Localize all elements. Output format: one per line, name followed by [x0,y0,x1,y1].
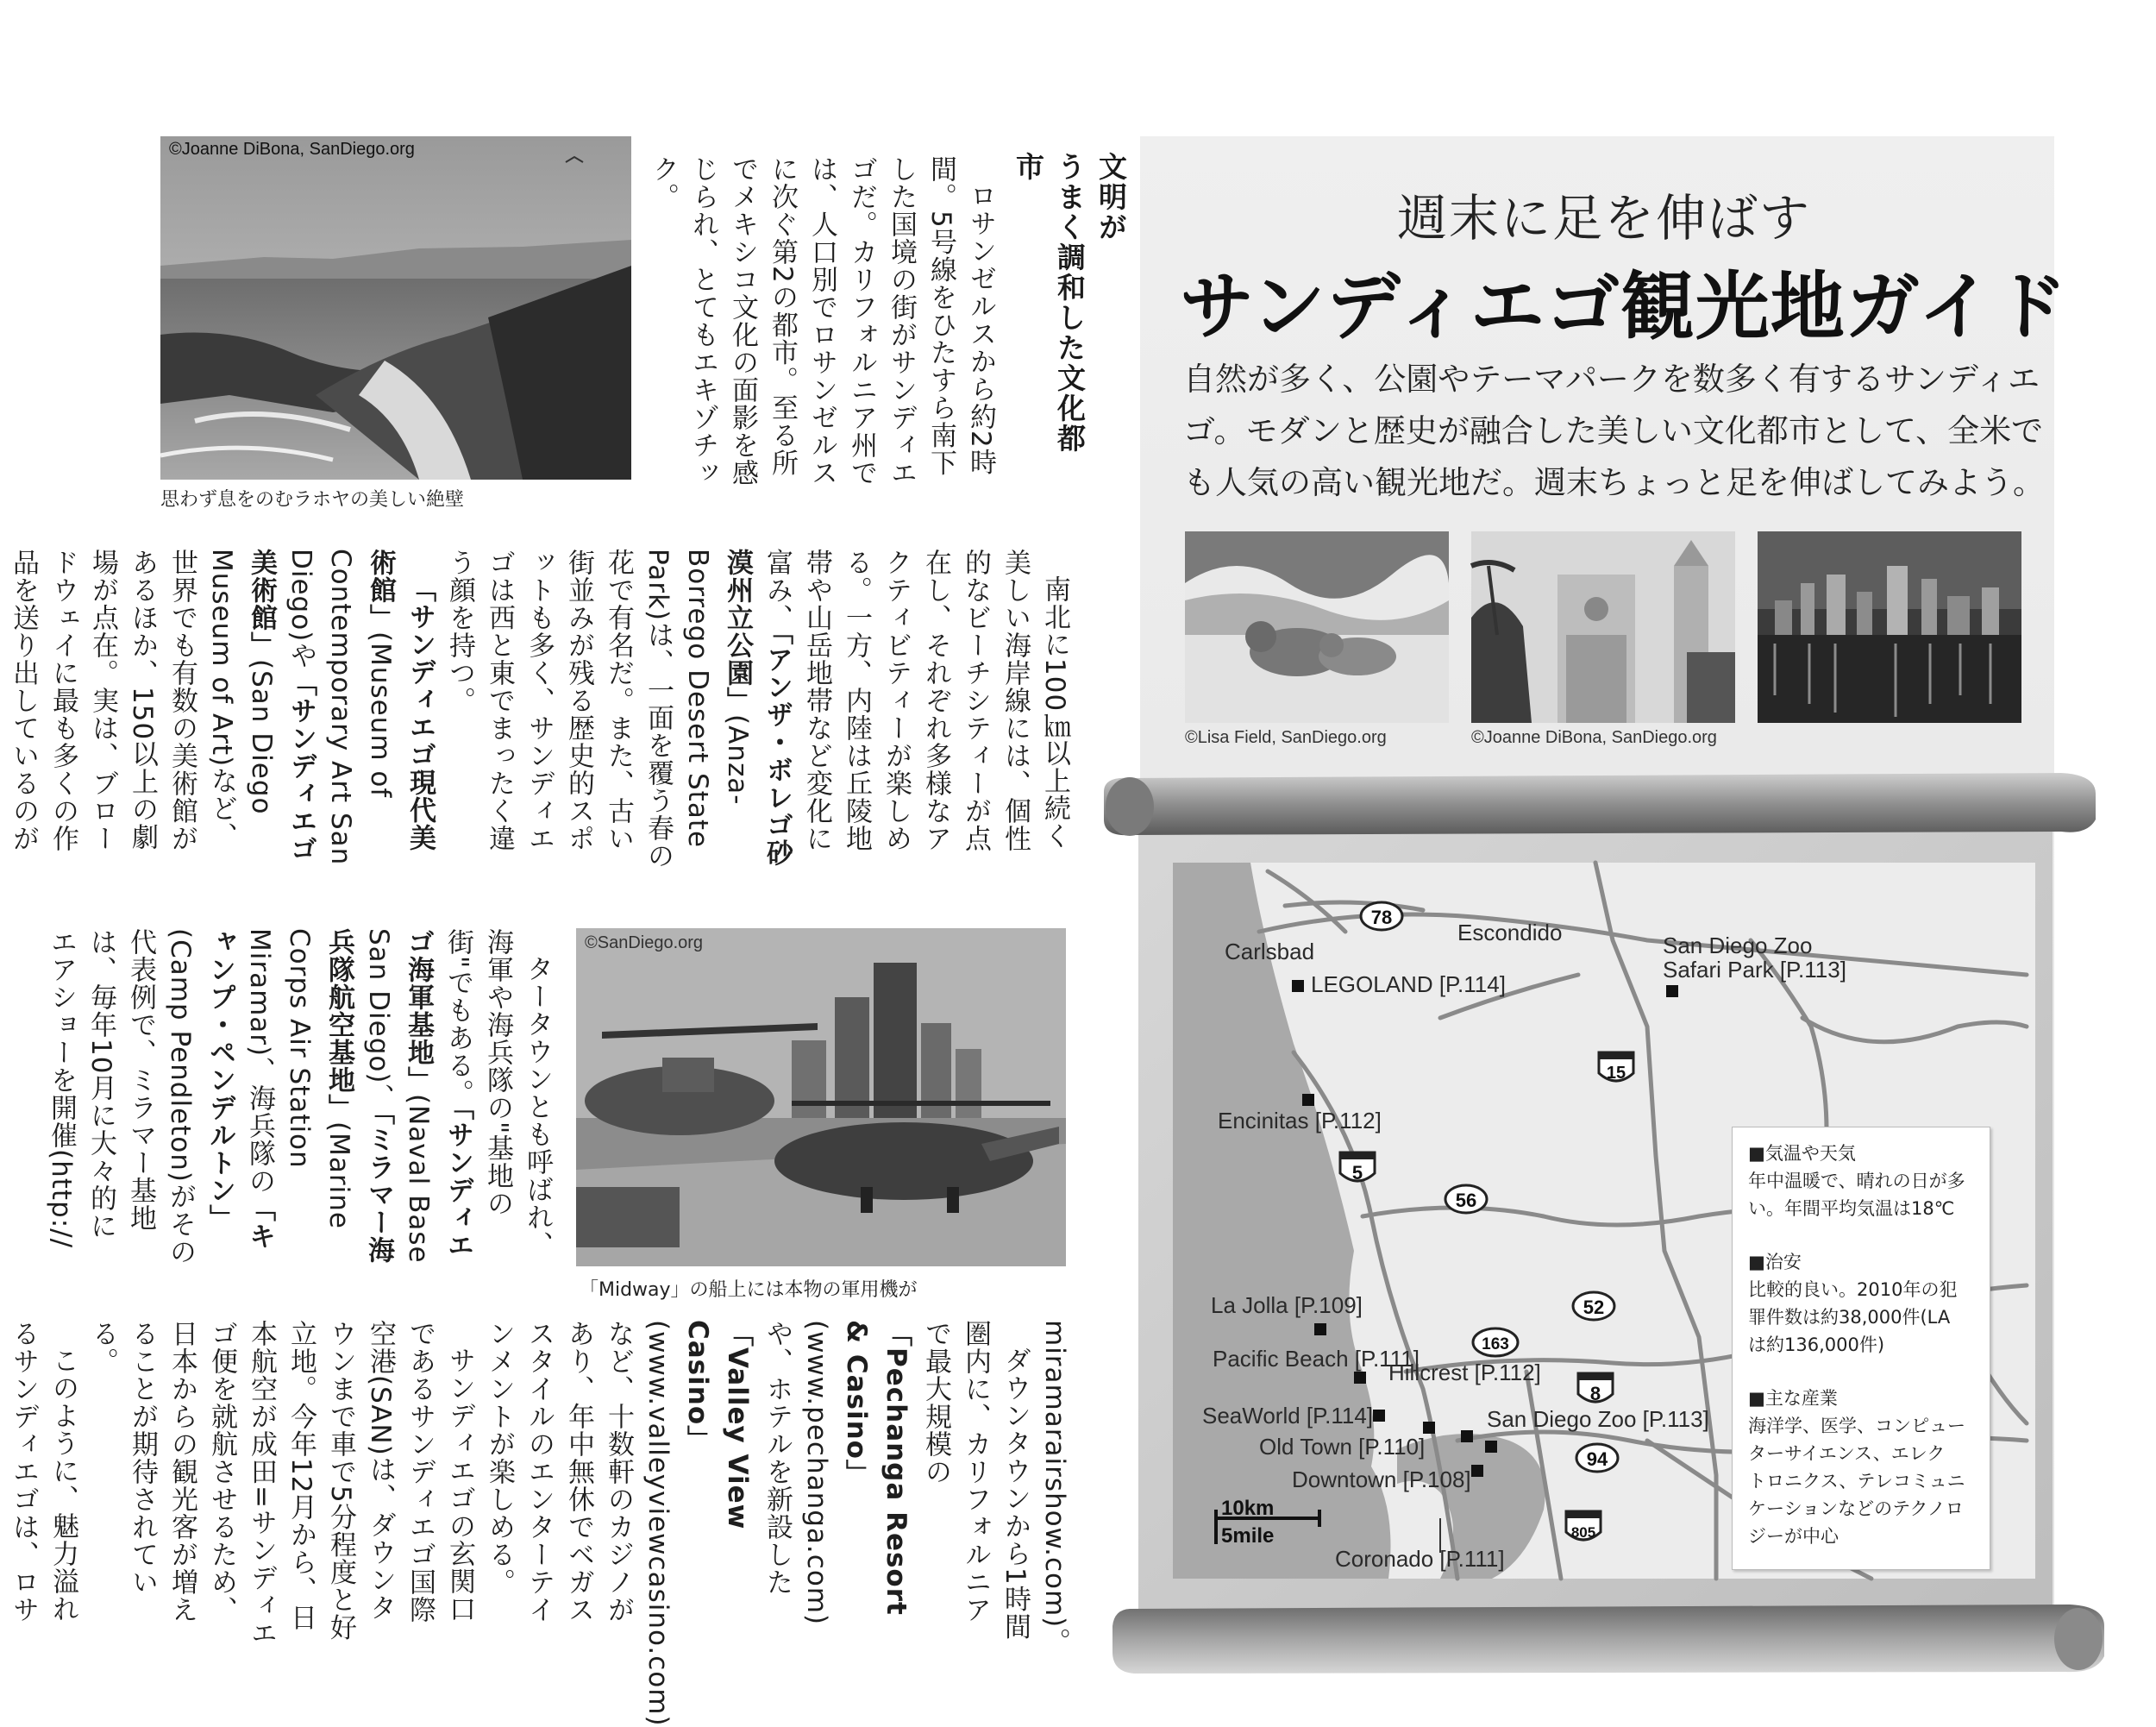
midway-photo-caption: 「Midway」の船上には本物の軍用機が [580,1279,918,1301]
safety-line1: 比較的良い。2010年の犯 [1748,1279,1958,1300]
industry-line4: ケーションなどのテクノロ [1748,1498,1964,1519]
article-heading-line2: うまく調和した文化都市 [1012,152,1087,454]
pacific-beach-marker [1354,1372,1366,1384]
downtown-marker [1471,1465,1483,1477]
article-column-1 [648,155,1000,493]
safari-park-marker [1666,985,1678,997]
scroll-top-roll [1104,773,2096,835]
la-jolla-photo [160,136,631,480]
midway-photo [576,928,1066,1266]
la-jolla-label: La Jolla [P.109] [1211,1292,1363,1318]
scale-km-label: 10km [1221,1497,1275,1520]
miramar-name: 「ミラマー海兵隊航空基地」 [323,928,394,1264]
article-col2-e: (San Diego Museum of Art)など、世界でも有数の美術館があるほか、150以上の劇場が点在。実は、ブロードウェイに最も多くの作品を送り出しているのが [8,549,277,852]
anza-borrego-name: 「アンザ・ボレゴ砂漠州立公園」 [722,549,793,867]
safety-heading: ■治安 [1748,1252,1802,1272]
article-heading-line1: 文明が [1094,152,1128,242]
feature-title: サンディエゴ観光地ガイド [1180,264,2069,350]
legoland-label: LEGOLAND [P.114] [1311,971,1506,997]
industry-line1: 海洋学、医学、コンピュー [1748,1416,1965,1436]
midway-photo-credit: ©SanDiego.org [585,933,704,952]
la-jolla-photo-credit: ©Joanne DiBona, SanDiego.org [169,140,415,159]
article-col4-d: (www.valleyviewcasino.com)など、十数軒のカジノがあり、年中無休でベガススタイルのエンターテインメントが楽しめる。 [484,1320,674,1727]
naval-base-name: 「サンディエゴ海軍基地」 [403,928,473,1259]
route-78-shield [1361,902,1402,930]
route-15-shield [1599,1052,1633,1083]
downtown-label: Downtown [P.108] [1292,1466,1471,1492]
encinitas-label: Encinitas [P.112] [1218,1108,1382,1134]
article-column-2 [8,549,1075,876]
svg-text:94: 94 [1586,1448,1608,1470]
article-col4-c: (www.pechanga.com)や、ホテルを新設した [761,1320,832,1626]
coronado-label: Coronado [P.111] [1335,1546,1505,1572]
article-col4-a: miramarairshow.com)。 [1039,1320,1070,1656]
legoland-marker [1292,980,1304,992]
feature-intro [1183,354,2045,509]
pacific-beach-label: Pacific Beach [P.111] [1213,1346,1420,1372]
feature-intro-line3: も人気の高い観光地だ。週末ちょっと足を伸ばしてみよう。 [1183,464,2045,501]
weather-heading: ■気温や天気 [1748,1143,1856,1164]
svg-text:5: 5 [1351,1162,1363,1184]
zoo-label: San Diego Zoo [P.113] [1487,1406,1709,1432]
article-col2-c: (Anza-Borrego Desert State Park)は、一面を覆う春の花で有名だ。また、古い街並みが残る歴史的スポットも多く、サンディエゴは西と東でまったく違う顔を持つ。 [444,549,753,870]
valley-view-name: 「Valley View Casino」 [682,1320,753,1530]
safari-park-label-2: Safari Park [P.113] [1663,957,1846,983]
scale-mile-label: 5mile [1221,1524,1275,1548]
seaworld-label: SeaWorld [P.114] [1202,1403,1374,1429]
route-94-shield [1576,1444,1618,1472]
weather-line1: 年中温暖で、晴れの日が多 [1748,1171,1965,1191]
article-col4-f: このように、魅力溢れるサンディエゴは、ロサ [8,1320,78,1623]
california-tower-photo-credit: ©Joanne DiBona, SanDiego.org [1471,728,1717,747]
la-jolla-marker [1314,1323,1326,1335]
california-tower-photo [1471,531,1735,723]
feature-intro-line2: ゴ。モダンと歴史が融合した美しい文化都市として、全米で [1183,412,2044,449]
seaworld-marker [1373,1410,1385,1422]
carlsbad-label: Carlsbad [1225,939,1315,964]
encinitas-marker [1302,1094,1314,1106]
article-col4-e: サンディエゴの玄関口であるサンディエゴ国際空港(SAN)は、ダウンタウンまで車で5分程度と好立地。今年12月から、日本航空が成田=サンディエゴ便を就航させるため、日本からの観光客が増えることが期待されている。 [87,1320,475,1647]
article-col2-d: (Museum of Contemporary Art San Diego)や [285,549,396,866]
old-town-label: Old Town [P.110] [1259,1434,1426,1460]
mcasd-name: 「サンディエゴ現代美術館」 [365,549,436,851]
svg-text:805: 805 [1570,1524,1596,1541]
route-52-shield [1573,1292,1614,1320]
hillcrest-marker [1423,1422,1435,1434]
route-56-shield [1445,1185,1487,1213]
safari-park-label-1: San Diego Zoo [1663,933,1813,958]
svg-text:52: 52 [1583,1297,1605,1318]
article-column-3 [46,928,557,1266]
route-163-shield [1473,1328,1518,1356]
industry-line3: トロニクス、テレコミュニ [1748,1471,1965,1492]
article-col3-d: (Marine Corps Air Station Miramar)、海兵隊の [244,928,354,1229]
la-jolla-photo-caption: 思わず息をのむラホヤの美しい絶壁 [160,489,465,511]
industry-heading: ■主な産業 [1748,1388,1838,1409]
article-col2-a: 南北に100㎞以上続く美しい海岸線には、個性的なビーチシティーが点在し、それぞれ多様なアクティビティーが楽しめる。一方、内陸は丘陵地帯や山岳地帯など変化に富み、 [761,549,1070,852]
pechanga-name: 「Pechanga Resort & Casino」 [841,1320,912,1616]
industry-line5: ジーが中心 [1748,1526,1839,1547]
sea-lion-photo [1185,531,1449,723]
hillcrest-label: Hillcrest [P.112] [1388,1360,1541,1385]
article-col4-b: ダウンタウンから1時間圏内に、カリフォルニアで最大規模の [920,1320,1031,1641]
industry-line2: ターサイエンス、エレク [1748,1443,1946,1464]
sea-lion-photo-credit: ©Lisa Field, SanDiego.org [1185,728,1387,747]
safety-line3: は約136,000件) [1748,1334,1885,1355]
old-town-marker [1485,1441,1497,1453]
scroll-bottom-roll [1112,1605,2104,1674]
safety-line2: 罪件数は約38,000件(LA [1748,1307,1951,1328]
svg-text:78: 78 [1370,907,1393,928]
feature-subtitle: 週末に足を伸ばす [1397,189,1812,248]
article-col3-a: タータウンとも呼ばれ、海軍や海兵隊の"基地の街"でもある。 [442,928,553,1259]
sdma-name: 「サンディエゴ美術館」 [246,549,317,864]
svg-text:15: 15 [1606,1064,1626,1083]
weather-line2: い。年間平均気温は18℃ [1748,1198,1955,1219]
escondido-label: Escondido [1457,920,1563,945]
route-805-shield [1566,1511,1601,1541]
svg-text:56: 56 [1455,1190,1477,1211]
skyline-night-photo [1758,531,2021,723]
article-column-1-text: ロサンゼルスから約2時間。5号線をひたすら南下した国境の街がサンディエゴだ。カリフォルニア州では、人口別でロサンゼルスに次ぐ第2の都市。至る所でメキシコ文化の面影を感じられ、とてもエキゾチック。 [648,155,996,487]
article-col3-e: (Camp Pendleton)がその代表例で、ミラマー基地は、毎年10月に大々的にエアショーを開催(http:// [46,928,196,1265]
camp-pendleton-name: 「キャンプ・ペンデルトン」 [204,928,275,1251]
svg-text:163: 163 [1482,1335,1509,1353]
zoo-marker [1461,1430,1473,1442]
info-box [1732,1127,1990,1570]
article-column-4 [8,1320,1075,1727]
svg-text:8: 8 [1589,1383,1601,1404]
article-col3-c: (Naval Base San Diego)、 [363,928,434,1264]
feature-intro-line1: 自然が多く、公園やテーマパークを数多く有するサンディエ [1183,361,2040,398]
